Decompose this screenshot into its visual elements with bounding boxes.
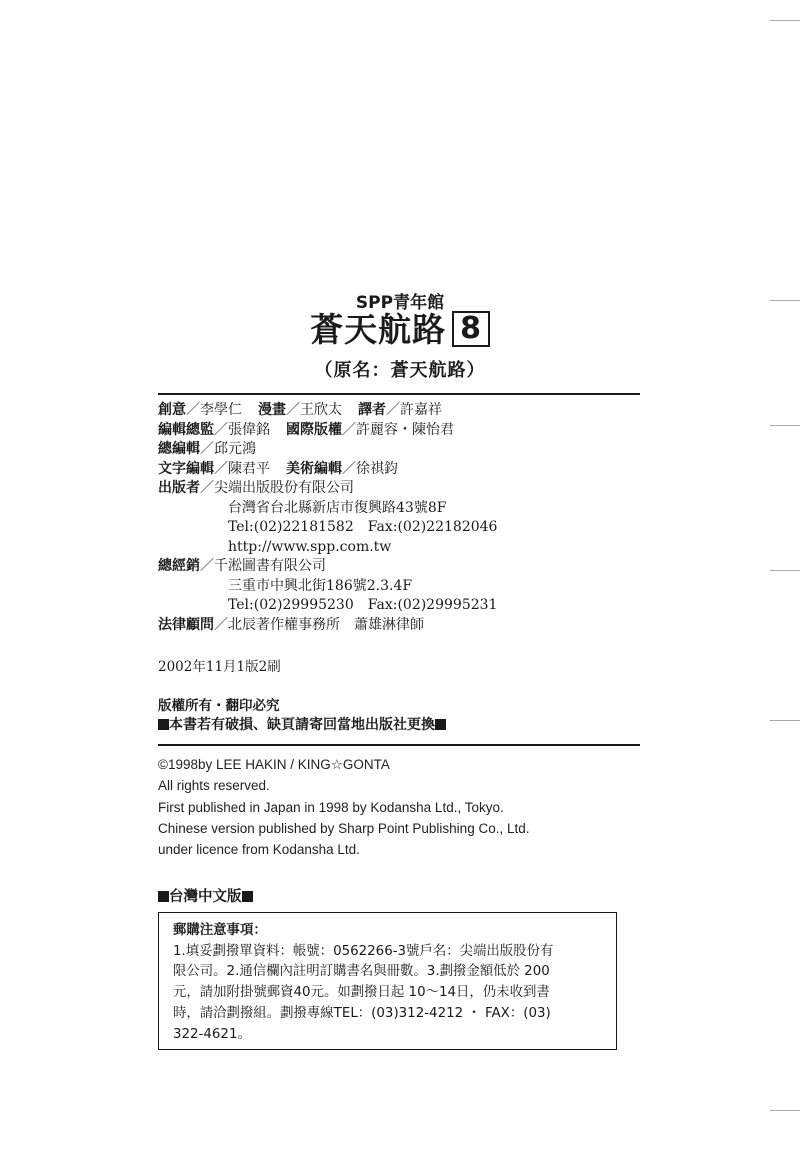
- credit-line: [158, 440, 640, 460]
- top-divider: [158, 393, 640, 395]
- volume-badge: 8: [452, 311, 490, 347]
- credit-label: 創意: [158, 402, 186, 418]
- distributor-phone: Tel:(02)29995230 Fax:(02)29995231: [228, 597, 498, 613]
- scan-mark: [770, 20, 800, 21]
- distributor-line: [158, 557, 640, 577]
- english-copyright: [158, 754, 529, 860]
- scan-mark: [770, 425, 800, 426]
- credit-value: ／張偉銘: [214, 421, 270, 438]
- mail-order-line: 1.填妥劃撥單資料：帳號：0562266-3號戶名：尖端出版股份有: [173, 943, 554, 959]
- credit-value: ／許麗容・陳怡君: [342, 421, 454, 438]
- credit-value: ／李學仁: [186, 402, 242, 418]
- credit-line: [158, 401, 640, 421]
- credit-label: 編輯總監: [158, 421, 214, 438]
- credit-label: 國際版權: [286, 421, 342, 438]
- mail-order-heading: 郵購注意事項：: [173, 923, 267, 938]
- mail-order-line: 元，請加附掛號郵資40元。如劃撥日起 10～14日，仍未收到書: [173, 985, 550, 1001]
- mail-order-line: 322-4621。: [173, 1026, 251, 1042]
- mail-order-line: 限公司。2.通信欄內註明訂購書名與冊數。3.劃撥金額低於 200: [173, 964, 550, 980]
- scan-mark: [770, 570, 800, 571]
- square-bullet-icon: [158, 891, 169, 902]
- credits-block: [158, 401, 640, 635]
- copyright-line: under licence from Kodansha Ltd.: [158, 842, 360, 858]
- scan-mark: [770, 300, 800, 301]
- edition-date: 2002年11月1版2刷: [158, 659, 281, 675]
- credit-value: ／邱元鴻: [200, 441, 256, 457]
- middle-divider: [158, 744, 640, 746]
- credit-line: [158, 460, 640, 480]
- chinese-edition-text: 台灣中文版: [169, 889, 242, 905]
- credit-value: ／尖端出版股份有限公司: [200, 480, 354, 496]
- copyright-line: All rights reserved.: [158, 778, 270, 794]
- copyright-line: ©1998by LEE HAKIN / KING☆GONTA: [158, 757, 390, 772]
- book-title: [160, 310, 640, 350]
- publisher-address: 台灣省台北縣新店市復興路43號8F: [228, 499, 447, 516]
- scan-mark: [770, 720, 800, 721]
- series-label: SPP青年館: [355, 293, 445, 313]
- damage-notice-text: 本書若有破損、缺頁請寄回當地出版社更換: [169, 717, 435, 733]
- credit-value: ／徐祺鈞: [342, 460, 398, 477]
- credit-label: 美術編輯: [286, 460, 342, 477]
- chinese-edition-label: [158, 885, 253, 906]
- credit-value: ／陳君平: [214, 460, 270, 477]
- credit-label: 出版者: [158, 480, 200, 496]
- credit-label: 法律顧問: [158, 616, 214, 633]
- credit-line: [158, 421, 640, 441]
- rights-reserved: 版權所有・翻印必究: [158, 698, 280, 714]
- credit-label: 譯者: [358, 402, 386, 418]
- mail-order-line: 時，請洽劃撥組。劃撥專線TEL：(03)312-4212 ・ FAX：(03): [173, 1005, 551, 1021]
- credit-label: 文字編輯: [158, 460, 214, 477]
- mail-order-notice: [158, 912, 617, 1050]
- square-bullet-icon: [242, 891, 253, 902]
- square-bullet-icon: [435, 719, 446, 730]
- credit-label: 漫畫: [258, 402, 286, 418]
- copyright-line: Chinese version published by Sharp Point Publishing Co., Ltd.: [158, 820, 530, 836]
- original-name: （原名：蒼天航路）: [314, 360, 486, 381]
- square-bullet-icon: [158, 719, 169, 730]
- credit-value: ／千淞圖書有限公司: [200, 558, 326, 574]
- book-title-text: 蒼天航路: [310, 310, 447, 349]
- legal-line: [158, 616, 640, 636]
- credit-label: 總經銷: [158, 558, 200, 574]
- credit-value: ／許嘉祥: [386, 402, 442, 418]
- publisher-phone: Tel:(02)22181582 Fax:(02)22182046: [228, 519, 498, 535]
- copyright-line: First published in Japan in 1998 by Kodansha Ltd., Tokyo.: [158, 799, 504, 815]
- damage-notice: [158, 714, 446, 734]
- scan-mark: [770, 1110, 800, 1111]
- credit-line: [158, 479, 640, 499]
- distributor-address: 三重市中興北街186號2.3.4F: [228, 577, 413, 594]
- credit-value: ／王欣太: [286, 402, 342, 418]
- credit-value: ／北辰著作權事務所 蕭雄淋律師: [214, 616, 424, 633]
- credit-label: 總編輯: [158, 441, 200, 457]
- publisher-website: http://www.spp.com.tw: [228, 538, 392, 555]
